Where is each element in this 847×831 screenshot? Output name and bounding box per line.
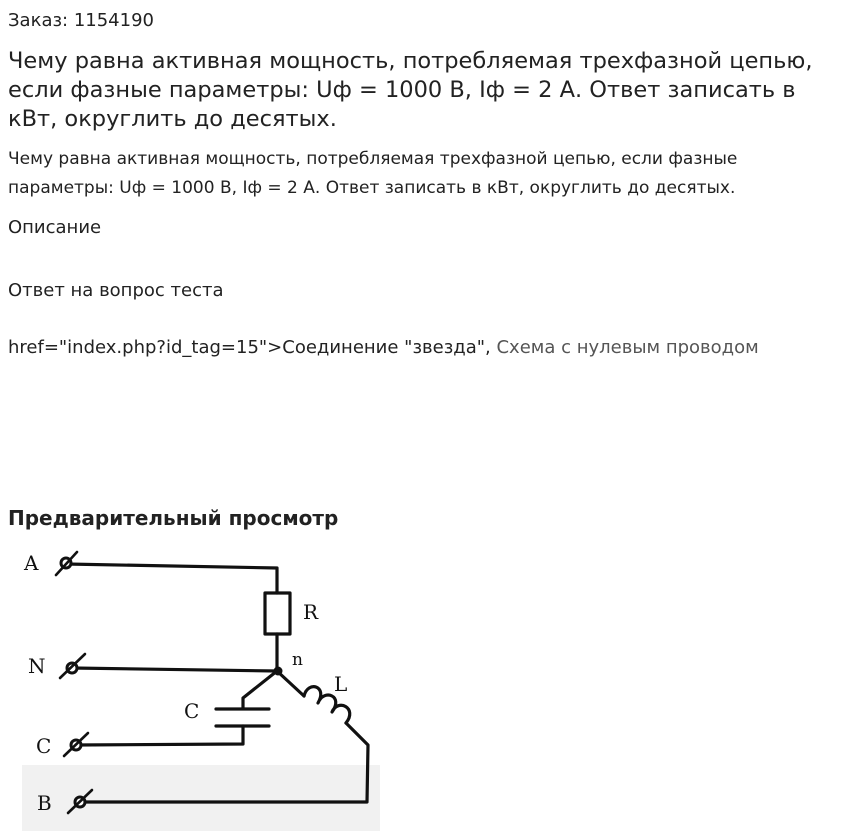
tag-list bbox=[8, 337, 759, 359]
tag-link-neutral-wire[interactable]: Схема с нулевым проводом bbox=[496, 337, 759, 358]
preview-title: Предварительный просмотр bbox=[8, 506, 339, 530]
label-r: R bbox=[303, 600, 319, 624]
wire-n-cap bbox=[243, 671, 277, 708]
label-l: L bbox=[334, 672, 348, 696]
resistor-r bbox=[265, 593, 290, 634]
node-n-dot bbox=[274, 667, 283, 676]
circuit-diagram bbox=[0, 540, 400, 831]
wire-n bbox=[72, 668, 277, 671]
order-number: Заказ: 1154190 bbox=[8, 10, 154, 31]
circuit-diagram-preview bbox=[0, 540, 400, 831]
label-node-n: n bbox=[292, 650, 303, 670]
label-n: N bbox=[28, 654, 46, 678]
wire-c bbox=[76, 726, 243, 745]
label-a: A bbox=[24, 551, 39, 575]
wire-n-ind bbox=[277, 671, 304, 696]
answer-label: Ответ на вопрос теста bbox=[8, 280, 224, 301]
question-text: Чему равна активная мощность, потребляемая трехфазной цепью, если фазные параметры: Uф = 1000 В, Iф = 2 А. Ответ записать в кВт, округлить до десятых. bbox=[8, 149, 738, 198]
label-capacitor: C bbox=[184, 699, 200, 723]
description-label: Описание bbox=[8, 217, 102, 238]
label-b: B bbox=[37, 791, 52, 815]
question-title: Чему равна активная мощность, потребляемая трехфазной цепью, если фазные параметры: Uф = 1000 В, Iф = 2 А. Ответ записать в кВт, округлить до десятых. bbox=[8, 48, 813, 132]
tag-text: href="index.php?id_tag=15">Соединение "звезда", bbox=[8, 337, 497, 358]
wire-a bbox=[66, 564, 277, 593]
label-c: C bbox=[36, 734, 52, 758]
